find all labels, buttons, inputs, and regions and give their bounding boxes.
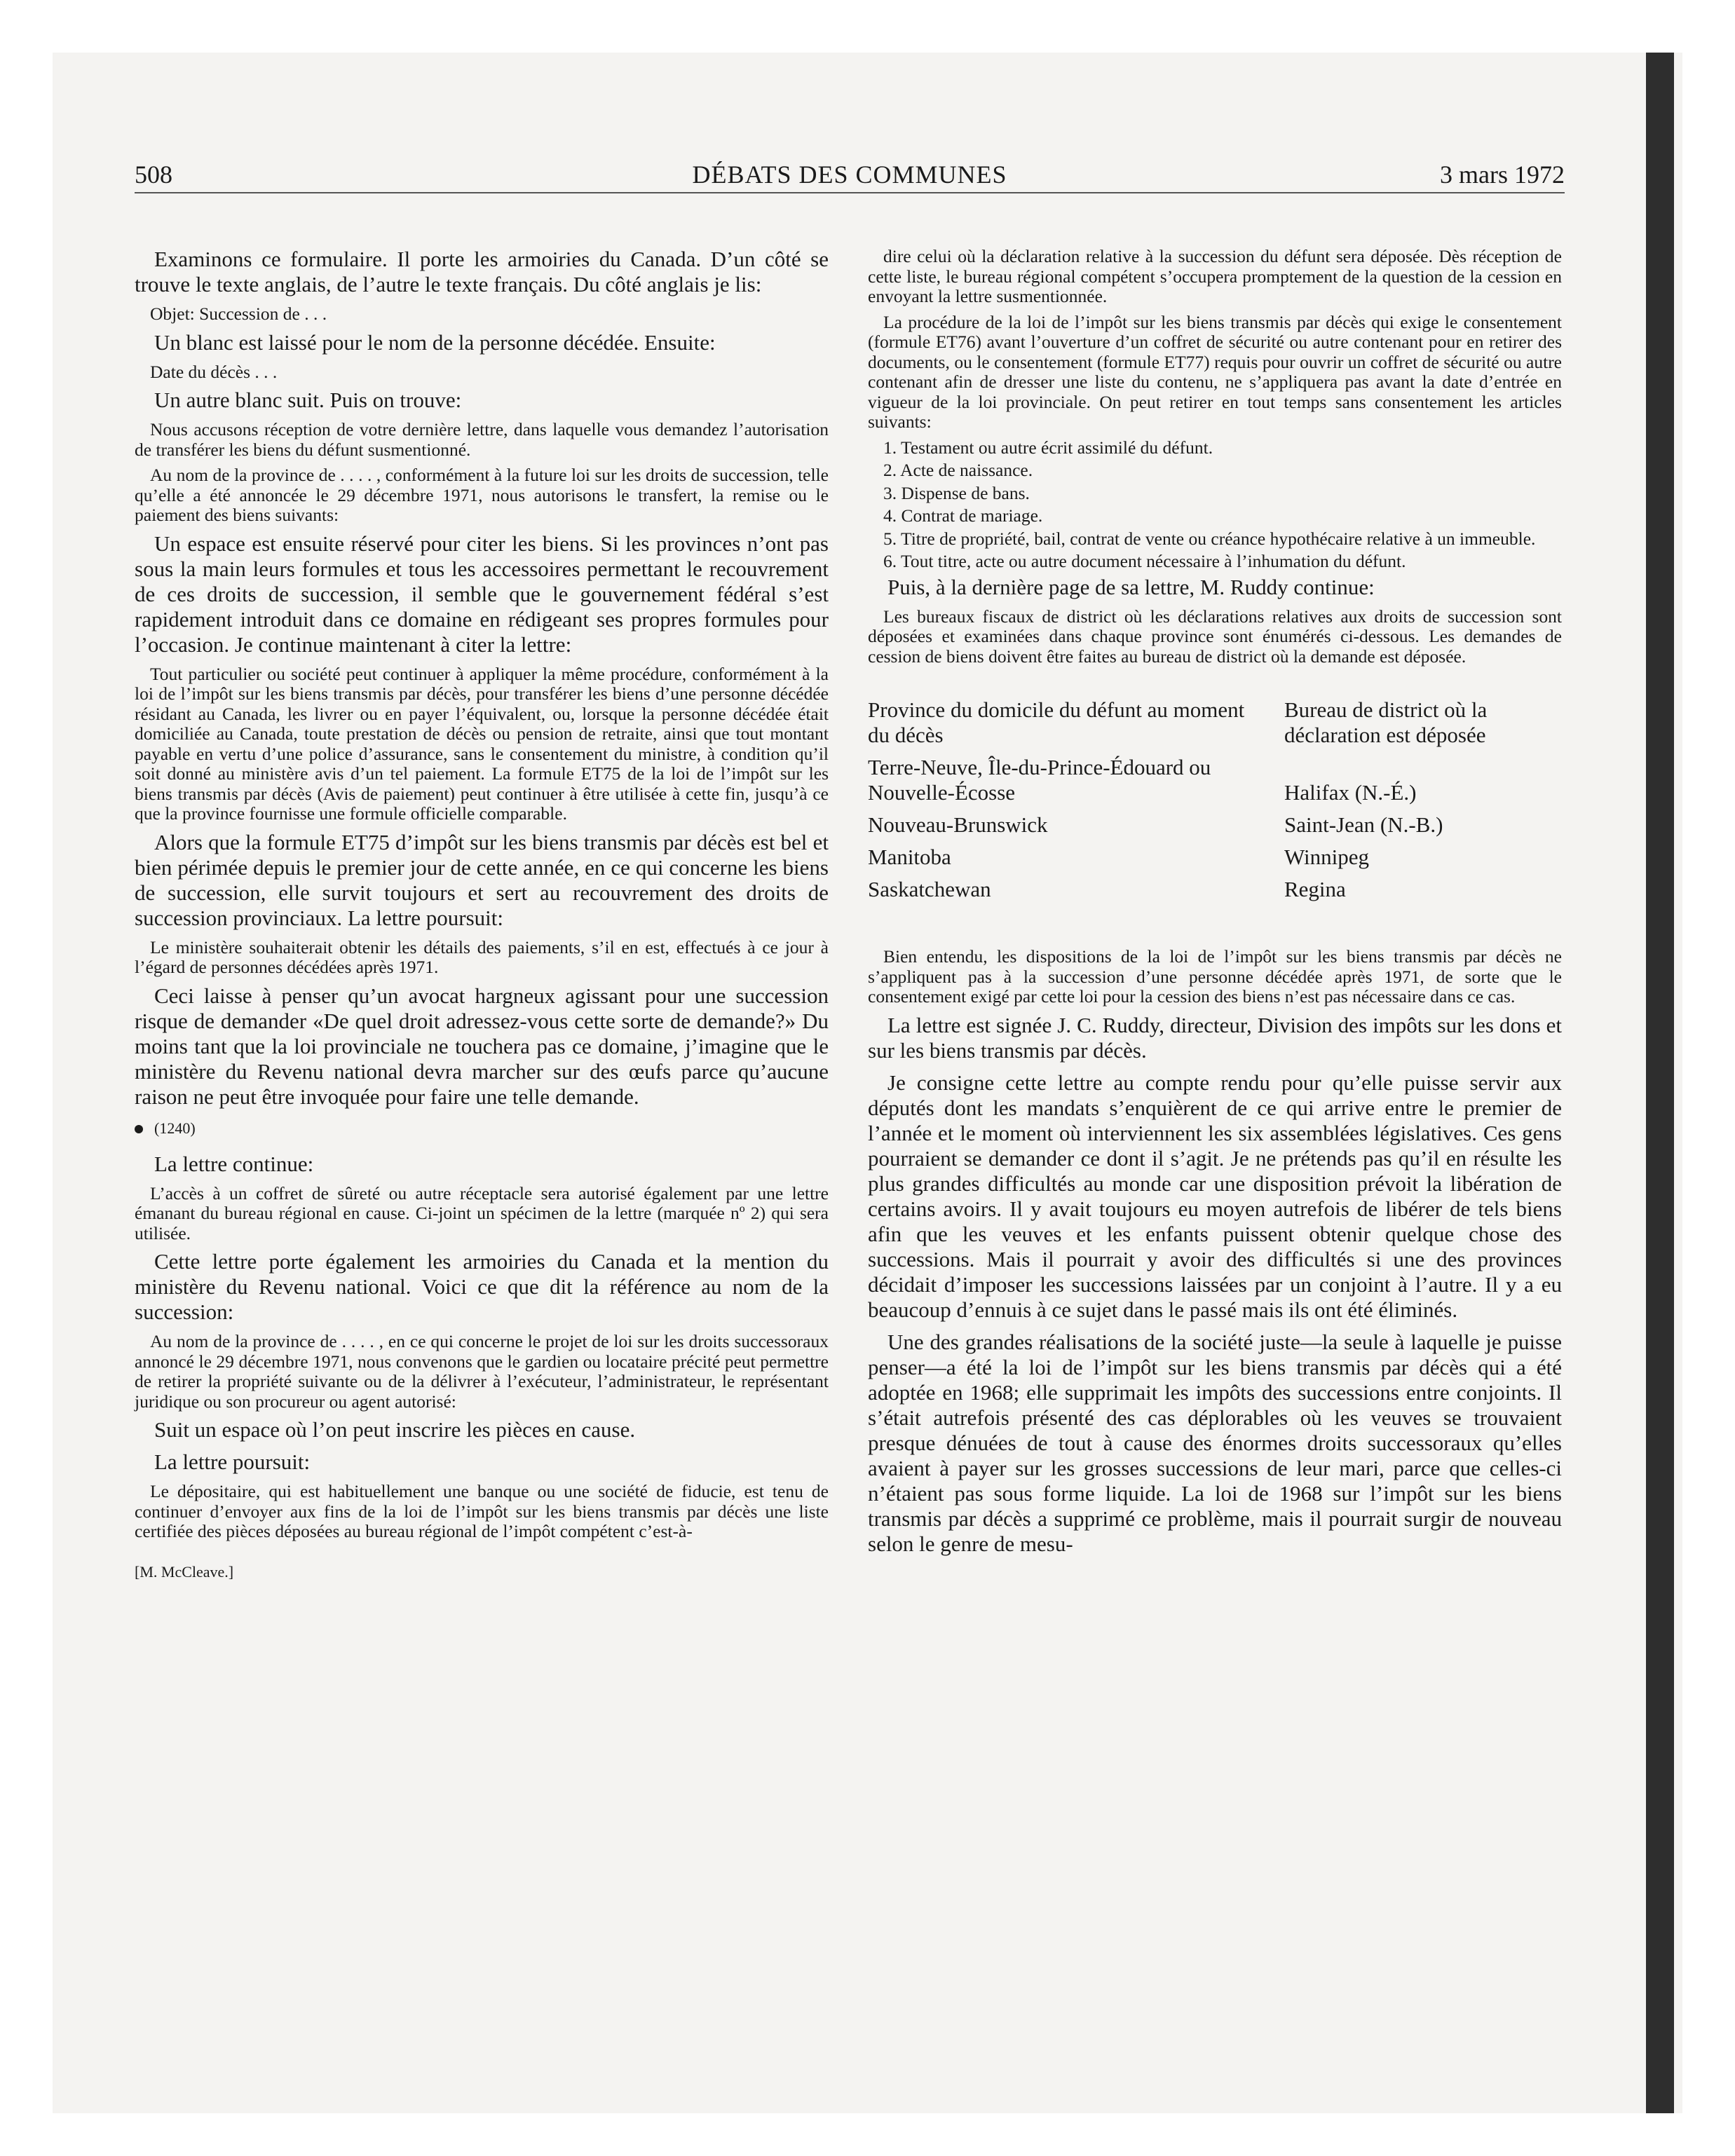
speech-paragraph: Examinons ce formulaire. Il porte les armoiries du Canada. D’un côté se trouve le texte anglais, de l’autre le texte français. Du côté anglais je lis: — [135, 247, 829, 296]
table-row — [868, 877, 1562, 909]
quoted-paragraph: L’accès à un coffret de sûreté ou autre réceptacle sera autorisé également par une lettre émanant du bureau régional en cause. Ci-joint un spécimen de la lettre (marquée nº 2) qui sera utilisée. — [135, 1182, 829, 1243]
speech-paragraph: Suit un espace où l’on peut inscrire les pièces en cause. — [154, 1417, 636, 1442]
issue-date: 3 mars 1972 — [1440, 161, 1565, 189]
bureau-cell: Halifax (N.-É.) — [1284, 780, 1417, 805]
speech-paragraph: Je consigne cette lettre au compte rendu pour qu’elle puisse servir aux députés dont les mandats s’enquièrent de ce qui arrive entre le premier de l’année et le moment où interviennent les six assemblées législatives. Ces gens pourraient se demander ce dont il s’agit. Je ne prétends pas qu’il en résulte les plus grandes difficultés au monde car une disposition prévoit la libération de certains avoirs. Il y avait toujours eu moyen autrefois de libérer de tels biens afin que les veuves et les enfants puissent obtenir quelque chose des successions. Mais il pourrait y avoir des difficultés si une des provinces décidait d’imposer les successions laissées par un conjoint à l’autre. Il y a eu beaucoup d’ennuis à ce sujet dans le passé mais ils ont été éliminés. — [868, 1070, 1562, 1322]
quoted-list-item: 5. Titre de propriété, bail, contrat de vente ou créance hypothécaire relative à un immeuble. — [883, 528, 1536, 549]
quoted-list-item: 4. Contrat de mariage. — [883, 505, 1043, 526]
quoted-paragraph: Au nom de la province de . . . . , conformément à la future loi sur les droits de succession, telle qu’elle a été annoncée le 29 décembre 1971, nous autorisons le transfert, la remise ou le paiement des biens suivants: — [135, 465, 829, 525]
speech-paragraph: Ceci laisse à penser qu’un avocat hargneux agissant pour une succession risque de demander «De quel droit adressez-vous cette sorte de demande?» Du moins tant que la loi provinciale ne touchera pas ce domaine, j’imagine que le ministère du Revenu national devra marcher sur des œufs parce qu’aucune raison ne peut être invoquée pour faire une telle demande. — [135, 983, 829, 1109]
province-cell: Nouveau-Brunswick — [868, 812, 1048, 837]
speech-paragraph: Une des grandes réalisations de la société juste—la seule à laquelle je puisse penser—a été la loi de l’impôt sur les biens transmis par décès qui a été adoptée en 1968; elle supprimait les impôts des successions entre conjoints. Il s’était autrefois présenté des cas déplorables où les veuves se trouvaient presque dénuées de tout à cause des énormes droits successoraux qu’elles avaient à payer sur les grosses successions de leur mari, parce que celles-ci n’étaient pas sous forme liquide. La loi de 1968 sur l’impôt sur les biens transmis par décès a supprimé ce problème, mais il pourrait surgir de nouveau selon le genre de mesu- — [868, 1329, 1562, 1556]
right-column — [868, 247, 1562, 1564]
speech-paragraph: Un blanc est laissé pour le nom de la personne décédée. Ensuite: — [154, 329, 716, 355]
quoted-list-item: 3. Dispense de bans. — [883, 482, 1030, 503]
table-header-bureau: Bureau de district où la déclaration est déposée — [1284, 697, 1488, 747]
table-row — [868, 755, 1562, 812]
speech-paragraph: La lettre poursuit: — [154, 1449, 311, 1474]
speech-paragraph: Cette lettre porte également les armoiries du Canada et la mention du ministère du Revenu national. Voici ce que dit la référence au nom de la succession: — [135, 1249, 829, 1324]
publication-title: DÉBATS DES COMMUNES — [692, 161, 1007, 189]
district-office-table — [868, 697, 1562, 909]
speech-paragraph: Puis, à la dernière page de sa lettre, M. Ruddy continue: — [887, 574, 1375, 599]
speech-paragraph: Un autre blanc suit. Puis on trouve: — [154, 388, 462, 412]
quoted-paragraph: Nous accusons réception de votre dernière lettre, dans laquelle vous demandez l’autorisation de transférer les biens du défunt susmentionné. — [135, 419, 829, 460]
speech-paragraph: Alors que la formule ET75 d’impôt sur les biens transmis par décès est bel et bien périmée depuis le premier jour de cette année, en ce qui concerne les biens de succession, elle survit toujours et sert au recouvrement des droits de succession provinciaux. La lettre poursuit: — [135, 829, 829, 930]
province-cell: Manitoba — [868, 845, 951, 869]
quoted-list-item: 6. Tout titre, acte ou autre document nécessaire à l’inhumation du défunt. — [883, 551, 1406, 571]
time-marker-text: (1240) — [154, 1119, 196, 1137]
bureau-cell: Regina — [1284, 877, 1346, 901]
table-row — [868, 845, 1562, 877]
quoted-paragraph: Tout particulier ou société peut continuer à appliquer la même procédure, conformément à la loi de l’impôt sur les biens transmis par décès, pour transférer les biens d’une personne décédée résidant au Canada, les livrer ou en payer l’équivalent, ou, lorsque la personne décédée était domiciliée au Canada, toute prestation de décès ou pension de retraite, ainsi que tout montant payable en vertu d’une police d’assurance, sans le consentement du ministre, à condition qu’il soit donné au ministère avis d’un tel paiement. La formule ET75 de la loi de l’impôt sur les biens transmis par décès (Avis de paiement) peut continuer à être utilisée à cette fin, jusqu’à ce que la province fournisse une formule officielle comparable. — [135, 663, 829, 824]
quoted-paragraph: Le ministère souhaiterait obtenir les détails des paiements, s’il en est, effectués à ce jour à l’égard de personnes décédées après 1971. — [135, 936, 829, 977]
quoted-list-item: 2. Acte de naissance. — [883, 460, 1033, 480]
quoted-paragraph: dire celui où la déclaration relative à la succession du défunt sera déposée. Dès réception de cette liste, le bureau régional compétent s’occupera promptement de la question de la cession en envoyant la lettre susmentionnée. — [868, 246, 1562, 306]
speaker-reference: [M. McCleave.] — [135, 1562, 234, 1581]
quoted-paragraph: Les bureaux fiscaux de district où les déclarations relatives aux droits de succession sont déposées et examinées dans chaque province sont énumérés ci-dessous. Les demandes de cession de biens doivent être faites au bureau de district où la demande est déposée. — [868, 606, 1562, 667]
speech-paragraph: La lettre est signée J. C. Ruddy, directeur, Division des impôts sur les dons et sur les biens transmis par décès. — [868, 1012, 1562, 1063]
quoted-paragraph: Objet: Succession de . . . — [150, 303, 327, 324]
table-header-province: Province du domicile du défunt au moment du décès — [868, 697, 1245, 747]
quoted-list-item: 1. Testament ou autre écrit assimilé du défunt. — [883, 437, 1213, 458]
quoted-paragraph: Le dépositaire, qui est habituellement une banque ou une société de fiducie, est tenu de continuer d’envoyer aux fins de la loi de l’impôt sur les biens transmis par décès une liste certifiée des pièces déposées au bureau régional de l’impôt compétent c’est-à- — [135, 1481, 829, 1541]
bullet-icon — [135, 1125, 143, 1133]
speech-paragraph: Un espace est ensuite réservé pour citer les biens. Si les provinces n’ont pas sous la main leurs formules et tous les accessoires permettant le recouvrement de ces droits de succession, il semble que le gouvernement fédéral s’est rapidement introduit dans ce domaine en rédigeant ses propres formules pour l’occasion. Je continue maintenant à citer la lettre: — [135, 531, 829, 657]
right-column-bottom — [868, 947, 1562, 1557]
page-header — [135, 160, 1565, 193]
table-row — [868, 812, 1562, 845]
page-number: 508 — [135, 161, 172, 189]
time-marker — [135, 1117, 829, 1140]
quoted-paragraph: Bien entendu, les dispositions de la loi de l’impôt sur les biens transmis par décès ne s’appliquent pas à la succession d’une personne décédée après 1971, de sorte que le consentement exigé par cette loi pour la cession des biens n’est pas nécessaire dans ce cas. — [868, 946, 1562, 1007]
quoted-paragraph: Date du décès . . . — [150, 361, 278, 382]
speech-paragraph: La lettre continue: — [154, 1151, 314, 1176]
bureau-cell: Saint-Jean (N.-B.) — [1284, 812, 1443, 837]
binding-edge — [1646, 53, 1674, 2113]
quoted-paragraph: Au nom de la province de . . . . , en ce qui concerne le projet de loi sur les droits successoraux annoncé le 29 décembre 1971, nous convenons que le gardien ou locataire précité peut permettre de retirer la propriété suivante ou de la délivrer à l’exécuteur, l’administrateur, le représentant juridique ou son procureur ou agent autorisé: — [135, 1331, 829, 1412]
bureau-cell: Winnipeg — [1284, 845, 1370, 869]
right-column-top — [868, 247, 1562, 667]
province-cell: Saskatchewan — [868, 877, 991, 901]
left-column — [135, 247, 829, 1584]
province-cell: Terre-Neuve, Île-du-Prince-Édouard ou Nouvelle-Écosse — [868, 755, 1211, 805]
table-header-row — [868, 697, 1562, 755]
quoted-paragraph: La procédure de la loi de l’impôt sur les biens transmis par décès qui exige le consentement (formule ET76) avant l’ouverture d’un coffret de sécurité ou autre contenant pour en retirer des documents, ou le consentement (formule ET77) requis pour ouvrir un coffret de sécurité ou autre contenant afin de dresser une liste du contenu, ne s’appliquera pas avant la date d’entrée en vigueur de la loi provinciale. On peut retirer en tout temps sans consentement les articles suivants: — [868, 311, 1562, 432]
